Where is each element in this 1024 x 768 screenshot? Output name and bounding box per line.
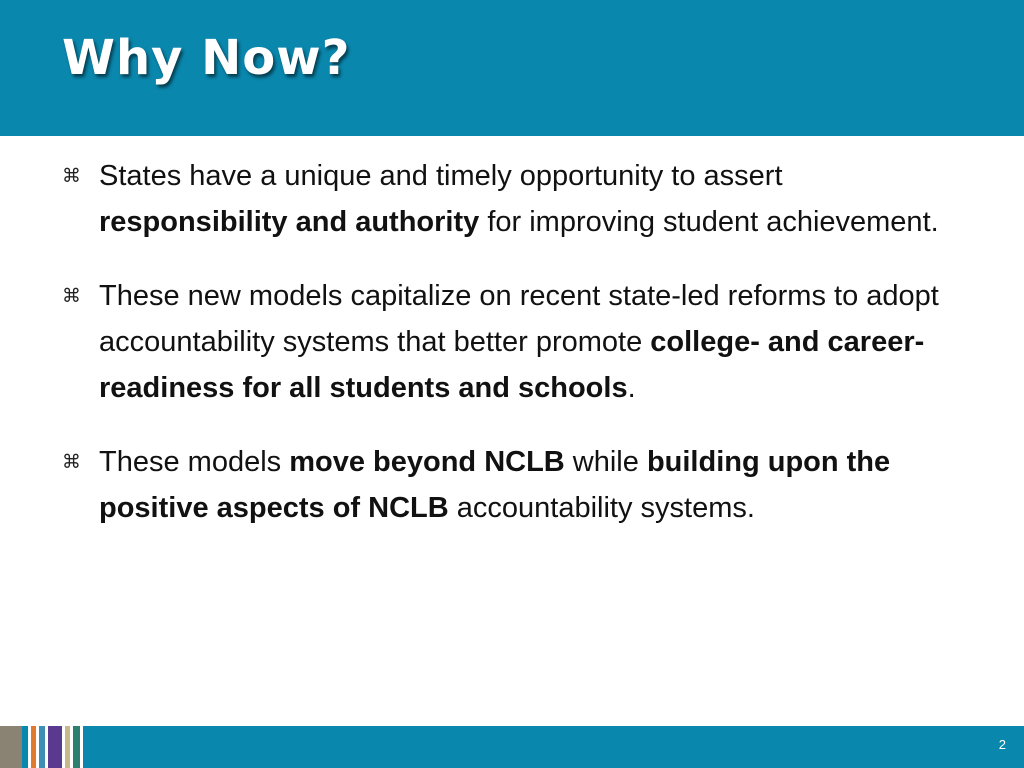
footer-stripe [0,726,22,768]
bullet-bold-text: college- and career-readiness for all students and schools [99,326,925,404]
footer-stripe [80,726,83,768]
footer-stripe [48,726,62,768]
bullet-text: States have a unique and timely opportunity to assert [99,160,783,192]
bullet-text: while [564,446,647,478]
page-number: 2 [998,737,1006,752]
bullet-text: These new models capitalize on recent state-led reforms to adopt accountability systems that better promote [99,280,939,358]
footer-stripe [73,726,80,768]
bullet-text: . [627,372,636,404]
command-bullet-icon: ⌘ [62,165,81,187]
bullet-text: for improving student achievement. [479,206,939,238]
bullet-item [60,273,960,411]
slide-title: Why Now? [62,30,351,86]
bullet-bold-text: building upon the positive aspects of NCLB [99,446,891,524]
bullet-bold-text: move beyond NCLB [289,446,565,478]
bullet-list [60,153,960,559]
bullet-text: accountability systems. [448,492,755,524]
bullet-item [60,439,960,531]
bullet-item [60,153,960,245]
command-bullet-icon: ⌘ [62,285,81,307]
command-bullet-icon: ⌘ [62,451,81,473]
bullet-text: These models [99,446,290,478]
bullet-bold-text: responsibility and authority [99,206,480,238]
footer-bar [0,726,1024,768]
